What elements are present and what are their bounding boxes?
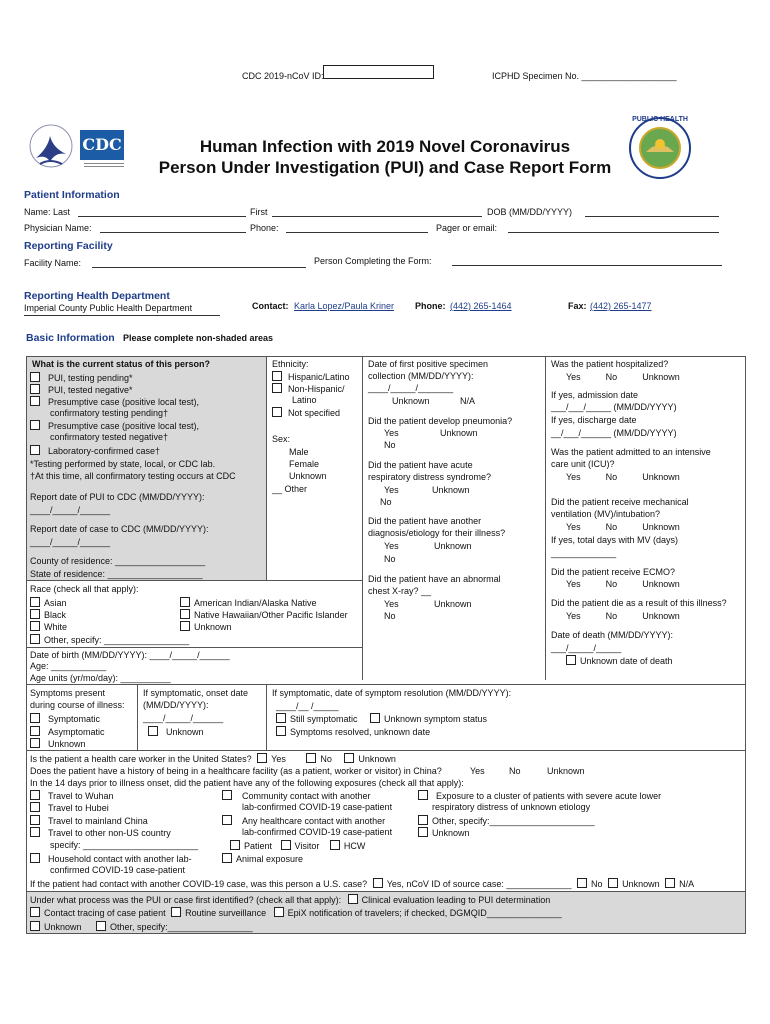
specimen-date-input[interactable]: ____/_____/_______ (368, 383, 454, 393)
death-options[interactable]: Yes No Unknown (566, 611, 680, 621)
basic-info-heading: Basic Information (26, 332, 115, 344)
specimen-date-label-cont: collection (MM/DD/YYYY): (368, 371, 474, 381)
onset-unknown-checkbox[interactable] (148, 726, 158, 736)
hcw-unknown-checkbox[interactable] (344, 753, 354, 763)
facility-name-label: Facility Name: (24, 258, 82, 268)
race-white[interactable]: White (30, 621, 67, 633)
death-date-unknown[interactable]: Unknown date of death (566, 655, 673, 667)
race-label: Race (check all that apply): (30, 584, 139, 594)
patient-age-units-input[interactable]: Age units (yr/mo/day): __________ (30, 673, 171, 683)
exposure-other-country-specify[interactable]: specify: _______________________ (50, 840, 199, 850)
unknown-symptom-status-checkbox[interactable] (370, 713, 380, 723)
exposure-patient-checkbox[interactable] (230, 840, 240, 850)
diagnosis-yes[interactable]: Yes (384, 541, 399, 551)
exposure-cluster-checkbox[interactable] (418, 790, 428, 800)
ethnicity-label: Ethnicity: (272, 359, 309, 369)
discharge-date-input[interactable]: __/___/______ (MM/DD/YYYY) (551, 428, 677, 438)
unknown-symptom-status[interactable]: Unknown symptom status (370, 713, 487, 725)
xray-question: Did the patient have an abnormal (368, 574, 501, 584)
status-presumptive-negative[interactable]: Presumptive case (positive local test), (30, 420, 199, 432)
status-pui-pending[interactable]: PUI, testing pending* (30, 372, 133, 384)
exposure-other-country[interactable]: Travel to other non-US country (30, 827, 171, 839)
hospitalized-options[interactable]: Yes No Unknown (566, 372, 680, 382)
race-hawaiian-checkbox[interactable] (180, 609, 190, 619)
ards-yes[interactable]: Yes (384, 485, 399, 495)
still-symptomatic[interactable]: Still symptomatic (276, 713, 358, 725)
specimen-date-unknown[interactable]: Unknown (392, 396, 430, 406)
ethnicity-non-hispanic-checkbox[interactable] (272, 383, 282, 393)
diagnosis-no[interactable]: No (384, 554, 396, 564)
exposure-household-cont: confirmed COVID-19 case-patient (50, 865, 186, 875)
page-title-line1: Human Infection with 2019 Novel Coronavirus (199, 137, 571, 156)
diagnosis-question: Did the patient have another (368, 516, 482, 526)
exposure-hubei[interactable]: Travel to Hubei (30, 802, 109, 814)
process-options-row1: Contact tracing of case patient Routine surveillance EpiX notification of travelers; if checked, DGMQID_______________ (30, 907, 562, 919)
symptoms-symptomatic-checkbox[interactable] (30, 713, 40, 723)
race-black[interactable]: Black (30, 609, 66, 621)
icu-options[interactable]: Yes No Unknown (566, 472, 680, 482)
hhs-eagle-logo (28, 118, 74, 174)
exposure-household-checkbox[interactable] (30, 853, 40, 863)
us-case-yes-checkbox[interactable] (373, 878, 383, 888)
hospitalized-question: Was the patient hospitalized? (551, 359, 669, 369)
death-date-unknown-checkbox[interactable] (566, 655, 576, 665)
status-presumptive-pending-cont: confirmatory testing pending† (50, 408, 169, 418)
onset-date-label-cont: (MM/DD/YYYY): (143, 700, 209, 710)
county-residence[interactable]: County of residence: __________________ (30, 556, 206, 566)
hcw-question: Is the patient a health care worker in the United States? Yes No Unknown (30, 754, 396, 764)
us-case-question: If the patient had contact with another COVID-19 case, was this person a U.S. case? Yes, nCoV ID of source case: _____________ No Unknown N/A (30, 879, 695, 889)
status-pui-negative-checkbox[interactable] (30, 384, 40, 394)
us-case-na-checkbox[interactable] (665, 878, 675, 888)
pneumonia-yes[interactable]: Yes (384, 428, 399, 438)
ethnicity-hispanic[interactable]: Hispanic/Latino (272, 371, 350, 383)
mv-days-label: If yes, total days with MV (days) (551, 535, 679, 545)
death-date-label: Date of death (MM/DD/YYYY): (551, 630, 674, 640)
admission-date-label: If yes, admission date (551, 390, 639, 400)
exposure-animal[interactable]: Animal exposure (222, 853, 303, 865)
dob-input[interactable] (585, 208, 719, 217)
page-title-line2: Person Under Investigation (PUI) and Case Report Form (158, 158, 612, 177)
exposure-cluster-cont: respiratory distress of unknown etiology (432, 802, 591, 812)
china-facility-question: Does the patient have a history of being in a healthcare facility (as a patient, worker or visitor) in China? (30, 766, 442, 776)
symptoms-unknown[interactable]: Unknown (30, 738, 86, 750)
report-case-input[interactable]: ____/_____/______ (30, 537, 111, 547)
xray-no[interactable]: No (384, 611, 396, 621)
race-unknown[interactable]: Unknown (180, 621, 232, 633)
exposure-wuhan-checkbox[interactable] (30, 790, 40, 800)
phone-dept-label: Phone: (415, 301, 446, 311)
name-last-input[interactable] (78, 208, 246, 217)
ethnicity-not-specified[interactable]: Not specified (272, 407, 340, 419)
symptoms-symptomatic[interactable]: Symptomatic (30, 713, 100, 725)
process-tracing-checkbox[interactable] (30, 907, 40, 917)
us-case-no-checkbox[interactable] (577, 878, 587, 888)
icu-question-cont: care unit (ICU)? (551, 459, 615, 469)
exposure-mainland-checkbox[interactable] (30, 815, 40, 825)
cdc-id-input[interactable] (323, 65, 434, 79)
name-first-input[interactable] (272, 208, 482, 217)
race-other[interactable]: Other, specify: _________________ (30, 634, 189, 646)
icu-question: Was the patient admitted to an intensive (551, 447, 711, 457)
ethnicity-non-hispanic[interactable]: Non-Hispanic/ (272, 383, 345, 395)
race-hawaiian[interactable]: Native Hawaiian/Other Pacific Islander (180, 609, 348, 621)
xray-yes[interactable]: Yes (384, 599, 399, 609)
process-other-checkbox[interactable] (96, 921, 106, 931)
death-question: Did the patient die as a result of this illness? (551, 598, 727, 608)
specimen-date-na[interactable]: N/A (460, 396, 476, 406)
mv-days-input[interactable]: _____________ (551, 548, 617, 558)
patient-dob-input[interactable]: Date of birth (MM/DD/YYYY): ____/_____/______ (30, 650, 230, 660)
sex-male[interactable]: Male (289, 447, 309, 457)
status-question: What is the current status of this person? (32, 359, 211, 369)
race-native-checkbox[interactable] (180, 597, 190, 607)
health-dept-underline (24, 315, 220, 316)
race-native[interactable]: American Indian/Alaska Native (180, 597, 317, 609)
xray-question-cont: chest X-ray? __ (368, 586, 432, 596)
cdc-logo-tagline (84, 162, 124, 168)
race-white-checkbox[interactable] (30, 621, 40, 631)
process-epix-checkbox[interactable] (274, 907, 284, 917)
process-routine-checkbox[interactable] (171, 907, 181, 917)
exposure-visitor-checkbox[interactable] (281, 840, 291, 850)
onset-date-input[interactable]: ____/_____/______ (143, 713, 224, 723)
imperial-county-seal (628, 116, 692, 180)
person-completing-label: Person Completing the Form: (314, 256, 432, 266)
race-other-checkbox[interactable] (30, 634, 40, 644)
exposure-community-cont: lab-confirmed COVID-19 case-patient (242, 802, 393, 812)
race-asian[interactable]: Asian (30, 597, 67, 609)
process-clinical-checkbox[interactable] (348, 894, 358, 904)
race-black-checkbox[interactable] (30, 609, 40, 619)
hcw-yes-checkbox[interactable] (257, 753, 267, 763)
discharge-date-label: If yes, discharge date (551, 415, 637, 425)
pneumonia-question: Did the patient develop pneumonia? (368, 416, 513, 426)
sex-female[interactable]: Female (289, 459, 320, 469)
status-presumptive-negative-cont: confirmatory tested negative† (50, 432, 169, 442)
race-asian-checkbox[interactable] (30, 597, 40, 607)
china-facility-yes[interactable]: Yes (470, 766, 485, 776)
process-question: Under what process was the PUI or case first identified? (check all that apply): Clinical evaluation leading to PUI determination (30, 895, 551, 905)
china-facility-no[interactable]: No (509, 766, 521, 776)
ards-no[interactable]: No (380, 497, 392, 507)
exposure-unknown-checkbox[interactable] (418, 827, 428, 837)
race-unknown-checkbox[interactable] (180, 621, 190, 631)
phone-label: Phone: (250, 223, 279, 233)
exposure-community[interactable]: Community contact with another (222, 790, 371, 802)
still-symptomatic-checkbox[interactable] (276, 713, 286, 723)
ards-question-cont: respiratory distress syndrome? (368, 472, 492, 482)
resolution-date-input[interactable]: ____/__ /_____ (276, 701, 339, 711)
ethnicity-not-specified-checkbox[interactable] (272, 407, 282, 417)
health-dept-name: Imperial County Public Health Department (24, 303, 193, 313)
sex-unknown[interactable]: Unknown (289, 471, 327, 481)
pneumonia-unknown[interactable]: Unknown (440, 428, 478, 438)
ecmo-question: Did the patient receive ECMO? (551, 567, 676, 577)
exposure-wuhan[interactable]: Travel to Wuhan (30, 790, 114, 802)
symptoms-asymptomatic[interactable]: Asymptomatic (30, 726, 105, 738)
name-first-label: First (250, 207, 268, 217)
exposure-cluster[interactable]: Exposure to a cluster of patients with severe acute lower (418, 790, 661, 802)
status-presumptive-negative-checkbox[interactable] (30, 420, 40, 430)
reporting-facility-heading: Reporting Facility (24, 240, 113, 252)
specimen-date-label: Date of first positive specimen (368, 359, 489, 369)
sex-label: Sex: (272, 434, 291, 444)
symptoms-resolved[interactable]: Symptoms resolved, unknown date (276, 726, 430, 738)
pneumonia-no[interactable]: No (384, 440, 396, 450)
onset-unknown[interactable]: Unknown (148, 726, 204, 738)
exposure-hcw-checkbox[interactable] (330, 840, 340, 850)
patient-age-input[interactable]: Age: ___________ (30, 661, 107, 671)
process-options-row2: Unknown Other, specify:_________________ (30, 921, 253, 933)
exposure-other-checkbox[interactable] (418, 815, 428, 825)
person-completing-input[interactable] (452, 257, 722, 266)
contact-value: Karla Lopez/Paula Kriner (294, 301, 395, 311)
exposure-healthcare-cont: lab-confirmed COVID-19 case-patient (242, 827, 393, 837)
sex-other[interactable]: __ Other (272, 484, 308, 494)
seal-text: PUBLIC HEALTH (632, 116, 688, 123)
symptoms-resolved-checkbox[interactable] (276, 726, 286, 736)
ards-question: Did the patient have acute (368, 460, 473, 470)
exposure-unknown[interactable]: Unknown (418, 827, 470, 839)
china-facility-unknown[interactable]: Unknown (547, 766, 585, 776)
resolution-date-label: If symptomatic, date of symptom resolution (MM/DD/YYYY): (272, 688, 512, 698)
exposure-healthcare-checkbox[interactable] (222, 815, 232, 825)
exposures-14-days-question: In the 14 days prior to illness onset, did the patient have any of the following exposures (check all that apply): (30, 778, 464, 788)
ecmo-options[interactable]: Yes No Unknown (566, 579, 680, 589)
status-pui-negative[interactable]: PUI, tested negative* (30, 384, 133, 396)
patient-info-heading: Patient Information (24, 189, 120, 201)
pager-label: Pager or email: (436, 223, 498, 233)
health-dept-heading: Reporting Health Department (24, 290, 170, 302)
process-unknown-checkbox[interactable] (30, 921, 40, 931)
state-residence[interactable]: State of residence: ___________________ (30, 569, 203, 579)
physician-label: Physician Name: (24, 223, 92, 233)
icphd-specimen-label: ICPHD Specimen No. ___________________ (492, 71, 677, 81)
status-note-1: *Testing performed by state, local, or CDC lab. (30, 459, 216, 469)
status-presumptive-pending-checkbox[interactable] (30, 396, 40, 406)
status-pui-pending-checkbox[interactable] (30, 372, 40, 382)
ethnicity-non-hispanic-cont: Latino (292, 395, 317, 405)
exposure-healthcare[interactable]: Any healthcare contact with another (222, 815, 385, 827)
diagnosis-unknown[interactable]: Unknown (434, 541, 472, 551)
pager-input[interactable] (508, 224, 719, 233)
admission-date-input[interactable]: ___/___/_____ (MM/DD/YYYY) (551, 402, 677, 412)
status-note-2: †At this time, all confirmatory testing occurs at CDC (30, 471, 236, 481)
death-date-input[interactable]: ___/_____/_____ (551, 643, 622, 653)
exposure-other[interactable]: Other, specify:_____________________ (418, 815, 595, 827)
status-lab-confirmed-checkbox[interactable] (30, 445, 40, 455)
ethnicity-hispanic-checkbox[interactable] (272, 371, 282, 381)
phone-dept-value: (442) 265-1464 (450, 301, 512, 311)
mv-options[interactable]: Yes No Unknown (566, 522, 680, 532)
phone-input[interactable] (286, 224, 428, 233)
hcw-no-checkbox[interactable] (306, 753, 316, 763)
cdc-logo: CDC (80, 130, 124, 160)
mv-question-cont: ventilation (MV)/intubation? (551, 509, 661, 519)
status-lab-confirmed[interactable]: Laboratory-confirmed case† (30, 445, 160, 457)
contact-label: Contact: (252, 301, 289, 311)
fax-value: (442) 265-1477 (590, 301, 652, 311)
diagnosis-question-cont: diagnosis/etiology for their illness? (368, 528, 506, 538)
us-case-unknown-checkbox[interactable] (608, 878, 618, 888)
status-presumptive-pending[interactable]: Presumptive case (positive local test), (30, 396, 199, 408)
facility-name-input[interactable] (92, 259, 306, 268)
ards-unknown[interactable]: Unknown (432, 485, 470, 495)
xray-unknown[interactable]: Unknown (434, 599, 472, 609)
basic-info-subheading: Please complete non-shaded areas (123, 333, 274, 343)
report-case-label: Report date of case to CDC (MM/DD/YYYY): (30, 524, 209, 534)
symptoms-present-label-cont: during course of illness: (30, 700, 125, 710)
exposure-animal-checkbox[interactable] (222, 853, 232, 863)
symptoms-present-label: Symptoms present (30, 688, 106, 698)
exposure-community-checkbox[interactable] (222, 790, 232, 800)
exposure-mainland[interactable]: Travel to mainland China (30, 815, 148, 827)
symptoms-unknown-checkbox[interactable] (30, 738, 40, 748)
exposure-hubei-checkbox[interactable] (30, 802, 40, 812)
name-last-label: Name: Last (24, 207, 71, 217)
symptoms-asymptomatic-checkbox[interactable] (30, 726, 40, 736)
physician-input[interactable] (100, 224, 246, 233)
exposure-household[interactable]: Household contact with another lab- (30, 853, 192, 865)
exposure-hc-roles: Patient Visitor HCW (230, 840, 365, 852)
report-pui-label: Report date of PUI to CDC (MM/DD/YYYY): (30, 492, 205, 502)
onset-date-label: If symptomatic, onset date (143, 688, 249, 698)
exposure-other-country-checkbox[interactable] (30, 827, 40, 837)
cdc-id-label: CDC 2019-nCoV ID: (242, 71, 324, 81)
mv-question: Did the patient receive mechanical (551, 497, 689, 507)
fax-label: Fax: (568, 301, 587, 311)
report-pui-input[interactable]: ____/_____/______ (30, 505, 111, 515)
dob-label: DOB (MM/DD/YYYY) (487, 207, 573, 217)
